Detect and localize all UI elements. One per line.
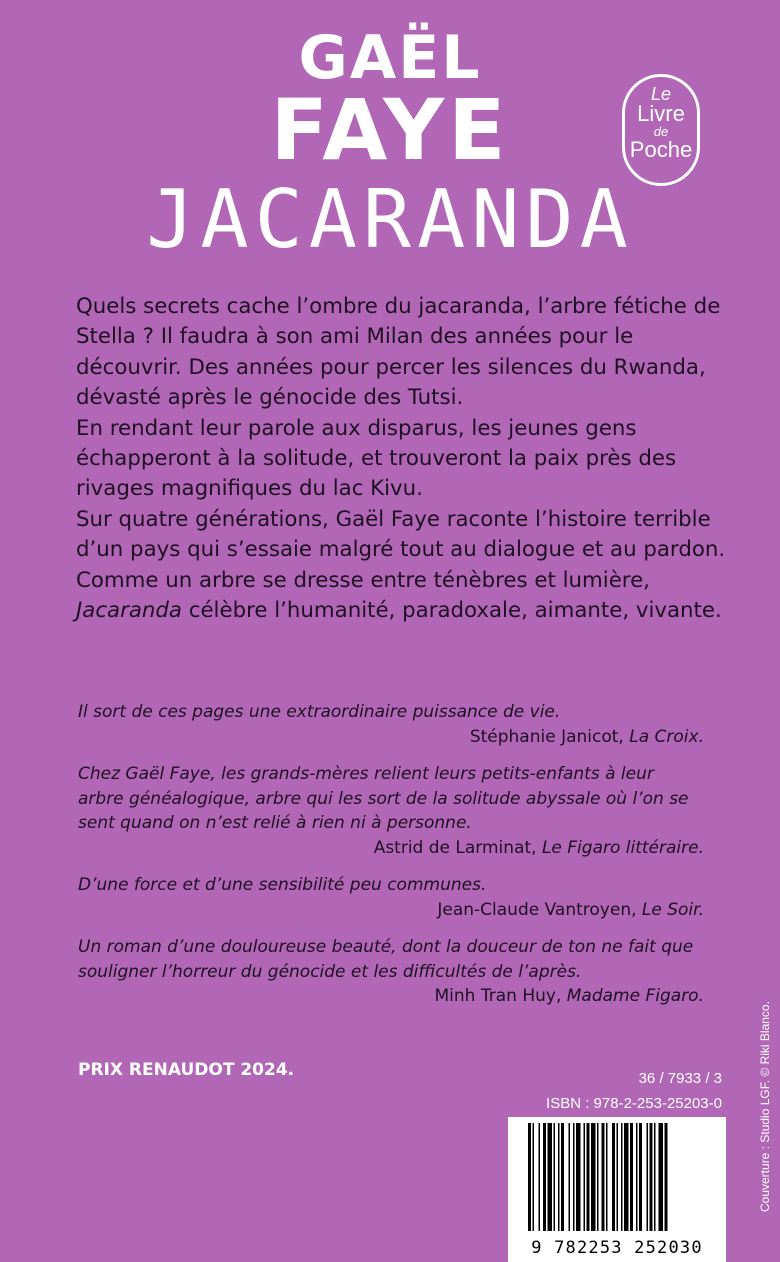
barcode-bar — [573, 1123, 575, 1231]
barcode-bar — [612, 1123, 615, 1231]
logo-line-poche: Poche — [629, 137, 693, 162]
prize-label: PRIX RENAUDOT 2024. — [78, 1060, 295, 1080]
press-quote — [78, 700, 704, 749]
quote-attribution — [78, 836, 704, 861]
press-quote — [78, 935, 704, 1009]
author-last-name: FAYE — [270, 81, 510, 179]
barcode-bar — [591, 1123, 596, 1231]
barcode-bar — [528, 1123, 531, 1231]
book-title: JACARANDA — [146, 173, 634, 266]
book-summary — [76, 292, 726, 626]
barcode-bar — [554, 1123, 556, 1231]
quote-text: Il sort de ces pages une extraordinaire puissance de vie. — [78, 702, 561, 722]
quote-author: Minh Tran Huy, — [434, 986, 567, 1006]
barcode — [508, 1117, 726, 1262]
barcode-digits: 9 782253 252030 — [531, 1238, 703, 1258]
quote-source: Le Soir. — [641, 899, 704, 920]
barcode-bar — [558, 1123, 560, 1231]
barcode-bar — [561, 1123, 564, 1231]
press-quote — [78, 873, 704, 922]
barcode-bar — [548, 1123, 553, 1231]
logo-line-le: Le — [650, 84, 672, 104]
barcode-bar — [533, 1123, 535, 1231]
reference-code: 36 / 7933 / 3 — [638, 1070, 722, 1087]
publisher-logo — [622, 74, 700, 186]
quote-attribution — [78, 984, 704, 1009]
quote-source: Madame Figaro. — [566, 986, 704, 1006]
barcode-bar — [602, 1123, 605, 1231]
barcode-bar — [650, 1123, 653, 1231]
barcode-bar — [606, 1123, 608, 1231]
quote-author: Stéphanie Janicot, — [469, 726, 630, 747]
barcode-bar — [584, 1123, 586, 1231]
quote-text: Chez Gaël Faye, les grands-mères relient leurs petits-enfants à leur arbre généalogique, arbre qui les sort de la solitude abyssale où l’on se sent quand on n’est relié à rien ni à personne. — [78, 764, 689, 833]
press-quotes — [78, 700, 704, 1022]
barcode-bar — [539, 1123, 541, 1231]
barcode-bar — [543, 1123, 546, 1231]
quote-attribution — [78, 898, 704, 923]
logo-line-livre: Livre — [637, 101, 685, 126]
quote-text: D’une force et d’une sensibilité peu communes. — [78, 875, 487, 895]
barcode-bar — [587, 1123, 590, 1231]
barcode-bar — [659, 1123, 664, 1231]
summary-paragraph-1: Quels secrets cache l’ombre du jacaranda, l’arbre fétiche de Stella ? Il faudra à son ami Milan des années pour le découvrir. Des années pour percer les silences du Rwanda, dévasté après le génocide des Tutsi. — [76, 294, 721, 411]
summary-text: célèbre l’humanité, paradoxale, aimante, vivante. — [181, 598, 722, 624]
barcode-bar — [569, 1123, 571, 1231]
cover-credit: Couverture : Studio LGF. © Riki Blanco. — [758, 1001, 772, 1212]
isbn-number: ISBN : 978-2-253-25203-0 — [546, 1095, 722, 1112]
barcode-bar — [647, 1123, 649, 1231]
summary-text: Sur quatre générations, Gaël Faye raconte l’histoire terrible d’un pays qui s’essaie malgré tout au dialogue et au pardon. Comme un arbre se dresse entre ténèbres et lumière, — [76, 506, 726, 593]
author-first-name: GAËL — [298, 23, 482, 93]
barcode-bar — [624, 1123, 629, 1231]
summary-title-italic: Jacaranda — [76, 598, 182, 624]
logo-line-de: de — [653, 124, 669, 139]
barcode-bar — [665, 1123, 668, 1231]
summary-paragraph-2: En rendant leur parole aux disparus, les jeunes gens échapperont à la solitude, et trouveront la paix près des rivages magnifiques du lac Kivu. — [76, 415, 677, 502]
barcode-bars — [528, 1123, 706, 1231]
quote-source: La Croix. — [629, 726, 704, 747]
barcode-bar — [597, 1123, 599, 1231]
barcode-bar — [654, 1123, 656, 1231]
quote-author: Jean-Claude Vantroyen, — [437, 899, 642, 920]
quote-author: Astrid de Larminat, — [373, 837, 542, 858]
barcode-bar — [630, 1123, 633, 1231]
barcode-bar — [621, 1123, 623, 1231]
barcode-bar — [576, 1123, 581, 1231]
summary-paragraph-3 — [76, 505, 726, 627]
barcode-bar — [639, 1123, 642, 1231]
quote-text: Un roman d’une douloureuse beauté, dont la douceur de ton ne fait que souligner l’horreur du génocide et les difficultés de l’après. — [78, 937, 694, 982]
barcode-bar — [617, 1123, 619, 1231]
quote-source: Le Figaro littéraire. — [541, 837, 704, 858]
barcode-bar — [636, 1123, 638, 1231]
press-quote — [78, 762, 704, 860]
quote-attribution — [78, 725, 704, 750]
